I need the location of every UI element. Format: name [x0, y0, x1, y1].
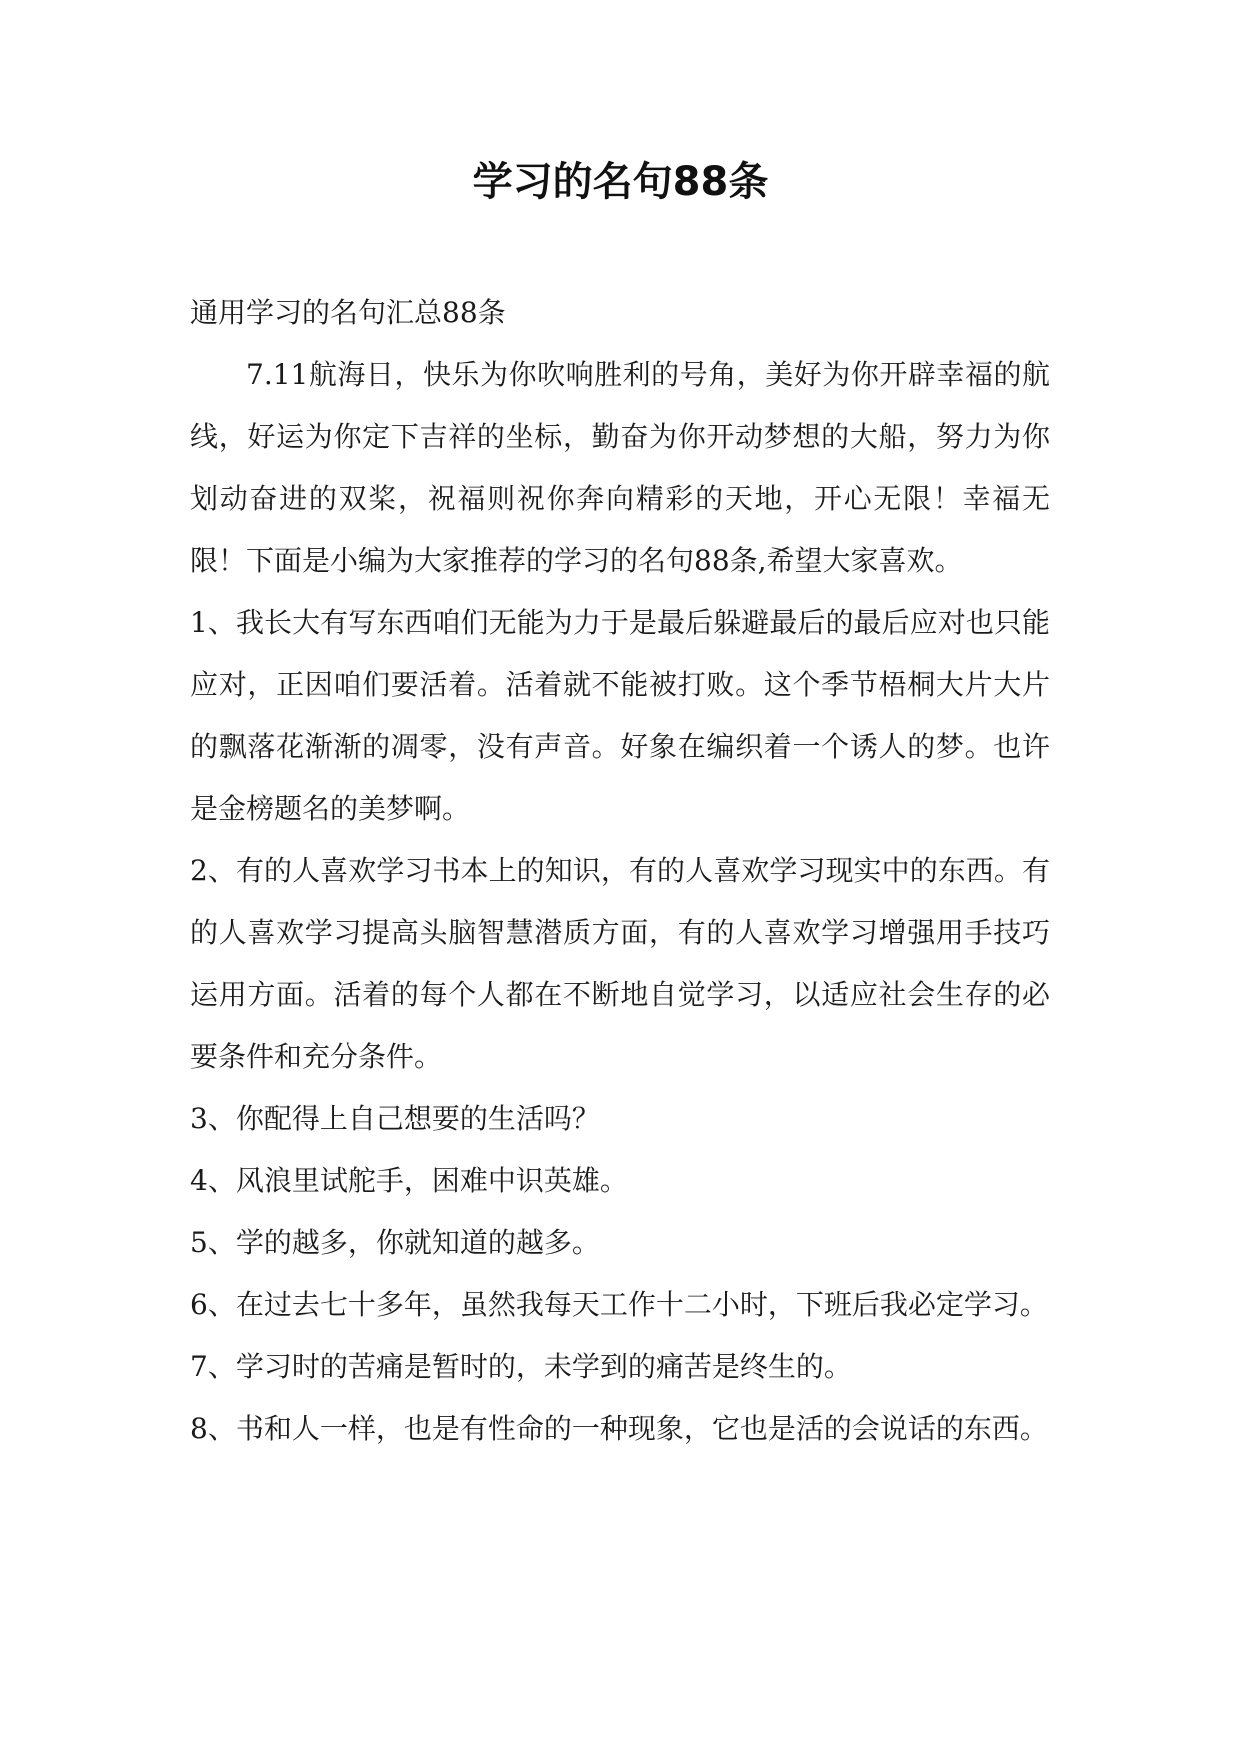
- list-item: 4、风浪里试舵手，困难中识英雄。: [190, 1164, 628, 1197]
- intro-paragraph: 7.11航海日，快乐为你吹响胜利的号角，美好为你开辟幸福的航线，好运为你定下吉祥的坐标，勤奋为你开动梦想的大船，努力为你划动奋进的双桨，祝福则祝你奔向精彩的天地，开心无限！幸福无限！下面是小编为大家推荐的学习的名句88条,希望大家喜欢。: [190, 358, 1050, 577]
- list-item: 2、有的人喜欢学习书本上的知识，有的人喜欢学习现实中的东西。有的人喜欢学习提高头脑智慧潜质方面，有的人喜欢学习增强用手技巧运用方面。活着的每个人都在不断地自觉学习，以适应社会生存的必要条件和充分条件。: [190, 854, 1050, 1073]
- list-item: 6、在过去七十多年，虽然我每天工作十二小时，下班后我必定学习。: [190, 1288, 1048, 1321]
- list-item: 8、书和人一样，也是有性命的一种现象，它也是活的会说话的东西。: [190, 1412, 1048, 1445]
- list-item: 1、我长大有写东西咱们无能为力于是最后躲避最后的最后应对也只能应对，正因咱们要活着。活着就不能被打败。这个季节梧桐大片大片的飘落花渐渐的凋零，没有声音。好象在编织着一个诱人的梦。也许是金榜题名的美梦啊。: [190, 606, 1050, 825]
- document-subtitle: 通用学习的名句汇总88条: [190, 296, 506, 329]
- list-item: 7、学习时的苦痛是暂时的，未学到的痛苦是终生的。: [190, 1350, 852, 1383]
- document-title: 学习的名句88条: [472, 159, 769, 205]
- document-body: [190, 282, 1050, 1460]
- list-item: 5、学的越多，你就知道的越多。: [190, 1226, 600, 1259]
- list-item: 3、你配得上自己想要的生活吗？: [190, 1102, 600, 1135]
